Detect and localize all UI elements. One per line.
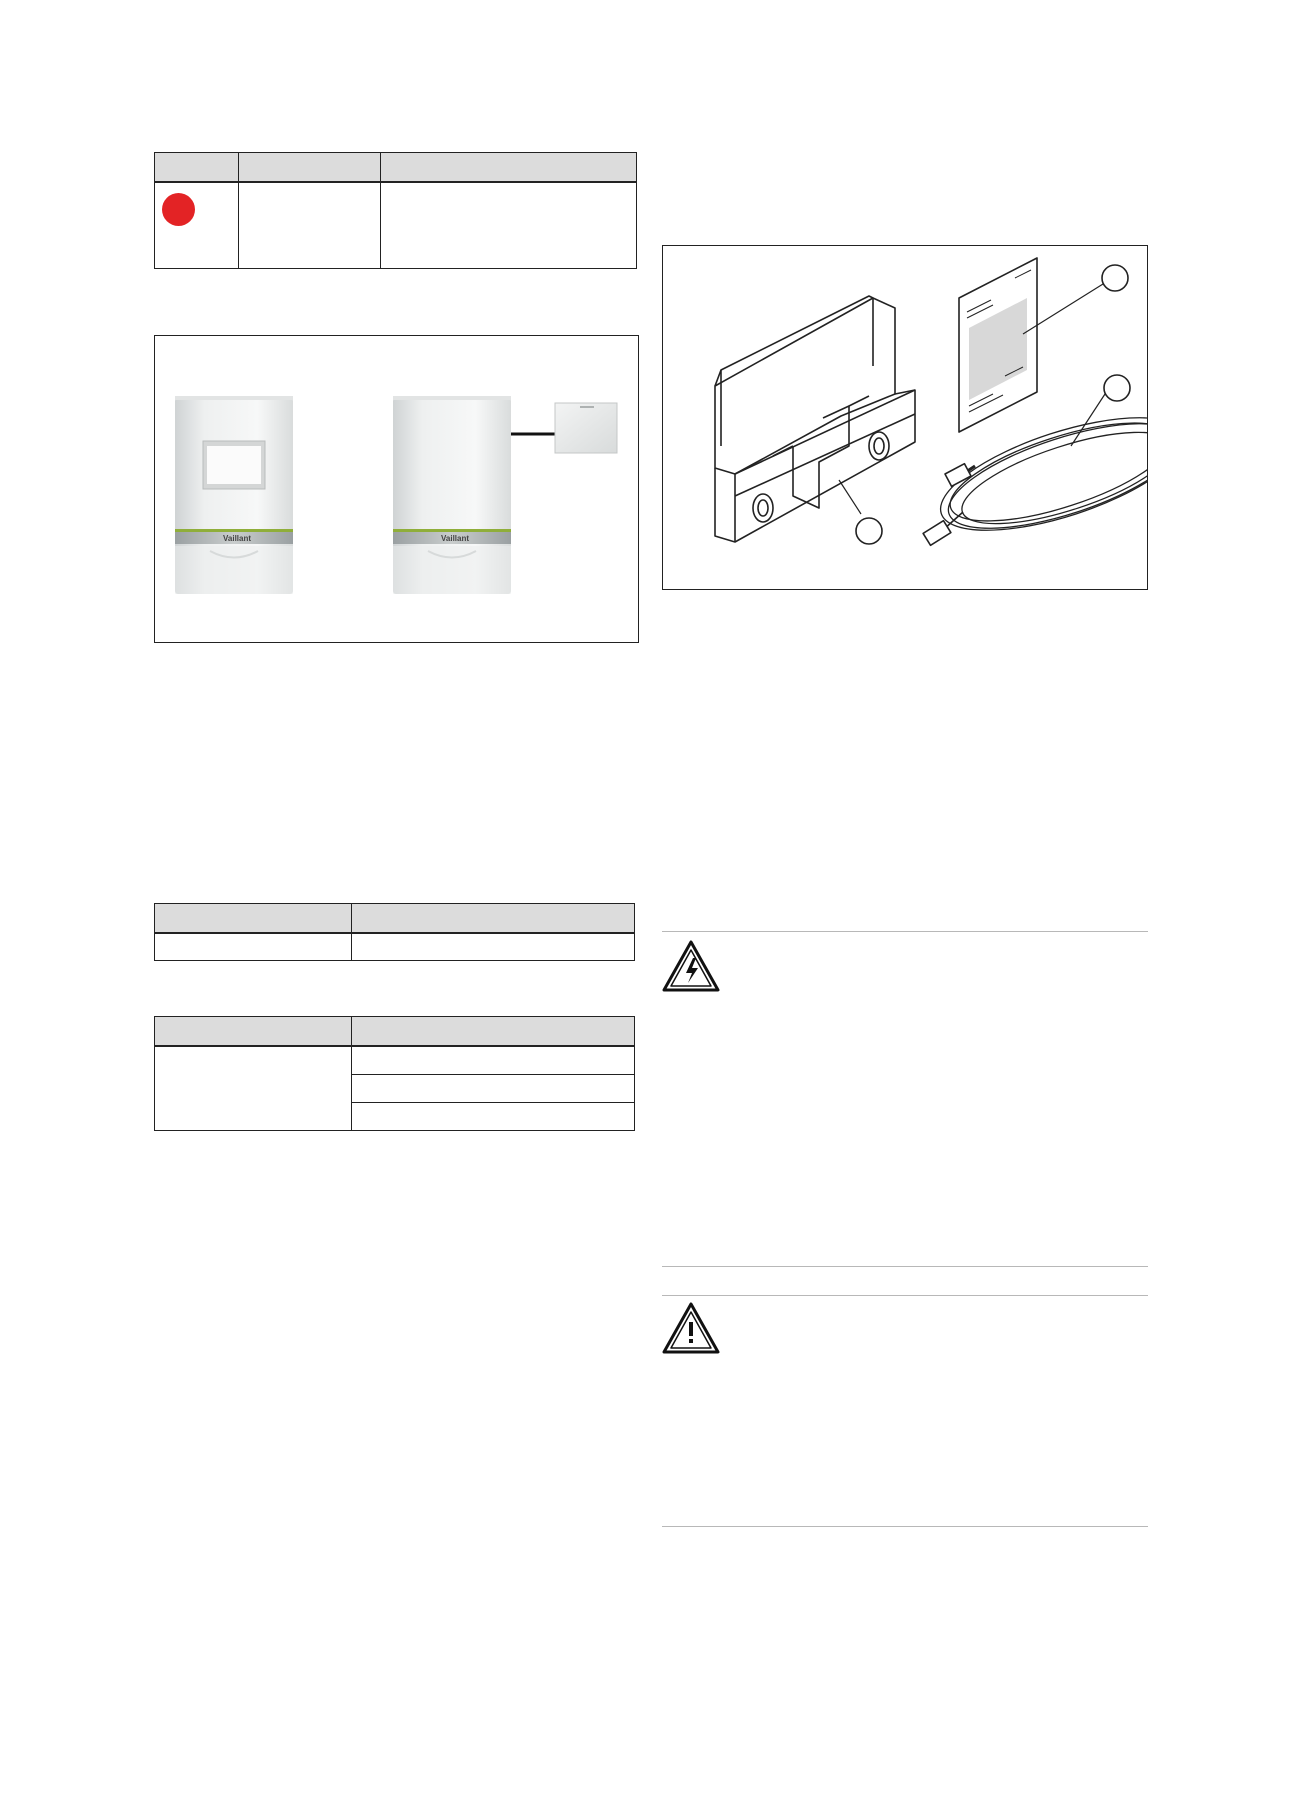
boiler-right-brand-label: Vaillant (441, 534, 470, 543)
callout-1 (1102, 265, 1128, 291)
accessories-figure (662, 245, 1148, 590)
electric-hazard-warning-icon (662, 940, 720, 992)
warning-2-top-rule (662, 1295, 1148, 1296)
warning-1-top-rule (662, 931, 1148, 932)
spec-table-2-row (155, 1046, 635, 1074)
boiler-illustration (155, 336, 638, 642)
spec-table-2-header-row (155, 1017, 635, 1047)
accessories-illustration (663, 246, 1147, 589)
status-table-cell (155, 182, 239, 268)
status-table-cell (381, 182, 637, 268)
manual-illustration (959, 258, 1037, 432)
spec-table-1-header-cell (155, 904, 352, 934)
spec-table-2-header-cell (352, 1017, 635, 1047)
status-table-header-cell (381, 153, 637, 183)
spec-table-2-merged-cell (155, 1046, 352, 1130)
boiler-left-brand-label: Vaillant (223, 534, 252, 543)
spec-table-1 (154, 903, 635, 961)
spec-table-1-cell (155, 933, 352, 960)
status-table-header-row (155, 153, 637, 183)
warning-1-bottom-rule (662, 1266, 1148, 1267)
status-table-row (155, 182, 637, 268)
callout-2 (1104, 375, 1130, 401)
spec-table-1-header-cell (352, 904, 635, 934)
status-table-header-cell (155, 153, 239, 183)
spec-table-1-row (155, 933, 635, 960)
spec-table-2-header-cell (155, 1017, 352, 1047)
warning-2-bottom-rule (662, 1526, 1148, 1527)
boiler-left (175, 396, 293, 594)
wall-bracket-illustration (715, 296, 915, 542)
boiler-figure (154, 335, 639, 643)
control-unit (555, 403, 617, 453)
spec-table-2 (154, 1016, 635, 1131)
cable-illustration (923, 395, 1147, 554)
spec-table-2-cell (352, 1046, 635, 1074)
status-table-cell (239, 182, 381, 268)
boiler-right (393, 396, 511, 594)
spec-table-2-cell (352, 1102, 635, 1130)
status-dot-icon (162, 193, 195, 226)
status-table (154, 152, 637, 269)
status-table-header-cell (239, 153, 381, 183)
spec-table-1-header-row (155, 904, 635, 934)
spec-table-2-cell (352, 1074, 635, 1102)
spec-table-1-cell (352, 933, 635, 960)
callout-3 (856, 518, 882, 544)
general-warning-icon (662, 1302, 720, 1354)
